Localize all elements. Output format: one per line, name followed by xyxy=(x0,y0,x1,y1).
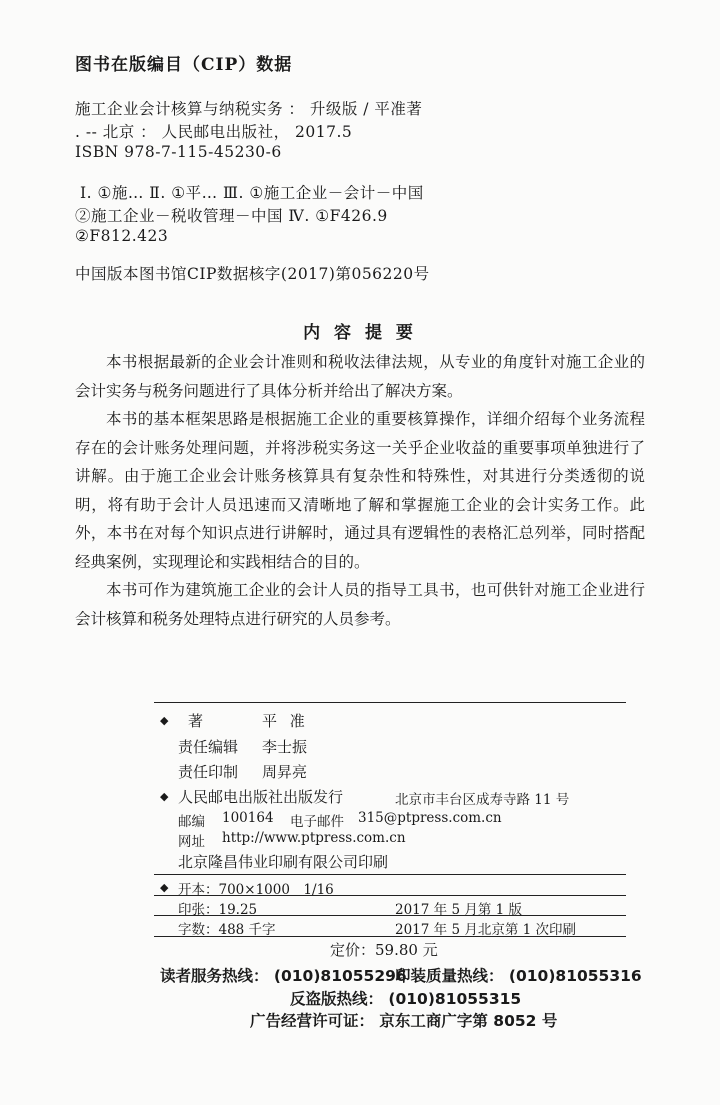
cip-title: 图书在版编目（CIP）数据 xyxy=(75,55,293,75)
divider xyxy=(154,874,626,875)
email-value: 315@ptpress.com.cn xyxy=(358,810,502,826)
quality-hotline: 印装质量热线： (010)81055316 xyxy=(395,967,642,985)
reader-service-hotline: 读者服务热线： (010)81055296 xyxy=(160,967,407,985)
publisher-address: 北京市丰台区成寿寺路 11 号 xyxy=(395,792,570,808)
website-label: 网址 xyxy=(178,834,205,850)
divider-bottom xyxy=(154,936,626,937)
website-value: http://www.ptpress.com.cn xyxy=(222,830,406,846)
printed-sheets: 印张：19.25 xyxy=(178,902,258,918)
cip-data-number: 中国版本图书馆CIP数据核字(2017)第056220号 xyxy=(75,265,430,283)
advertising-license: 广告经营许可证： 京东工商广字第 8052 号 xyxy=(250,1012,558,1030)
bullet-icon: ◆ xyxy=(160,714,169,727)
edition-info: 2017 年 5 月第 1 版 xyxy=(395,902,522,918)
anti-piracy-hotline: 反盗版热线： (010)81055315 xyxy=(290,990,522,1008)
summary-paragraph: 本书根据最新的企业会计准则和税收法律法规，从专业的角度针对施工企业的会计实务与税务问题进行了具体分析并给出了解决方案。 xyxy=(75,353,645,400)
divider xyxy=(154,895,626,896)
postcode-value: 100164 xyxy=(222,810,274,826)
cip-line-isbn: ISBN 978-7-115-45230-6 xyxy=(75,143,282,161)
editor-label: 责任编辑 xyxy=(178,738,239,756)
printing-info: 2017 年 5 月北京第 1 次印刷 xyxy=(395,922,576,938)
cip-line-title: 施工企业会计核算与纳税实务 ： 升级版 / 平准著 xyxy=(75,100,423,118)
postcode-label: 邮编 xyxy=(178,814,205,830)
divider xyxy=(154,915,626,916)
author-label: 著 xyxy=(188,712,204,730)
price: 定价：59.80 元 xyxy=(330,941,438,959)
summary-paragraph: 本书可作为建筑施工企业的会计人员的指导工具书，也可供针对施工企业进行会计核算和税务处理特点进行研究的人员参考。 xyxy=(75,581,645,628)
printer-label: 责任印制 xyxy=(178,763,239,781)
bullet-icon: ◆ xyxy=(160,790,169,803)
editor-name: 李士振 xyxy=(262,738,308,756)
summary-body xyxy=(75,348,645,633)
word-count: 字数：488 千字 xyxy=(178,922,276,938)
book-format: 开本：700×1000 1/16 xyxy=(178,882,334,898)
email-label: 电子邮件 xyxy=(290,814,344,830)
bullet-icon: ◆ xyxy=(160,881,169,894)
publisher-name: 人民邮电出版社出版发行 xyxy=(178,788,344,806)
cip-line-publisher: . -- 北京 ： 人民邮电出版社， 2017.5 xyxy=(75,123,353,141)
divider-top xyxy=(154,702,626,703)
cip-line-subject-1: Ⅰ. ①施… Ⅱ. ①平… Ⅲ. ①施工企业－会计－中国 xyxy=(80,184,424,202)
printer-name: 周昇亮 xyxy=(262,763,308,781)
print-company: 北京隆昌伟业印刷有限公司印刷 xyxy=(178,853,389,871)
author-name: 平 准 xyxy=(262,712,309,730)
cip-line-subject-3: ②F812.423 xyxy=(75,227,169,245)
summary-paragraph: 本书的基本框架思路是根据施工企业的重要核算操作，详细介绍每个业务流程存在的会计账务处理问题，并将涉税实务这一关乎企业收益的重要事项单独进行了讲解。由于施工企业会计账务核算具有复杂性和特殊性，对其进行分类透彻的说明，将有助于会计人员迅速而又清晰地了解和掌握施工企业的会计实务工作。此外，本书在对每个知识点进行讲解时，通过具有逻辑性的表格汇总列举，同时搭配经典案例，实现理论和实践相结合的目的。 xyxy=(75,410,645,571)
summary-heading: 内 容 提 要 xyxy=(303,323,417,343)
cip-line-subject-2: ②施工企业－税收管理－中国 Ⅳ. ①F426.9 xyxy=(75,207,388,225)
